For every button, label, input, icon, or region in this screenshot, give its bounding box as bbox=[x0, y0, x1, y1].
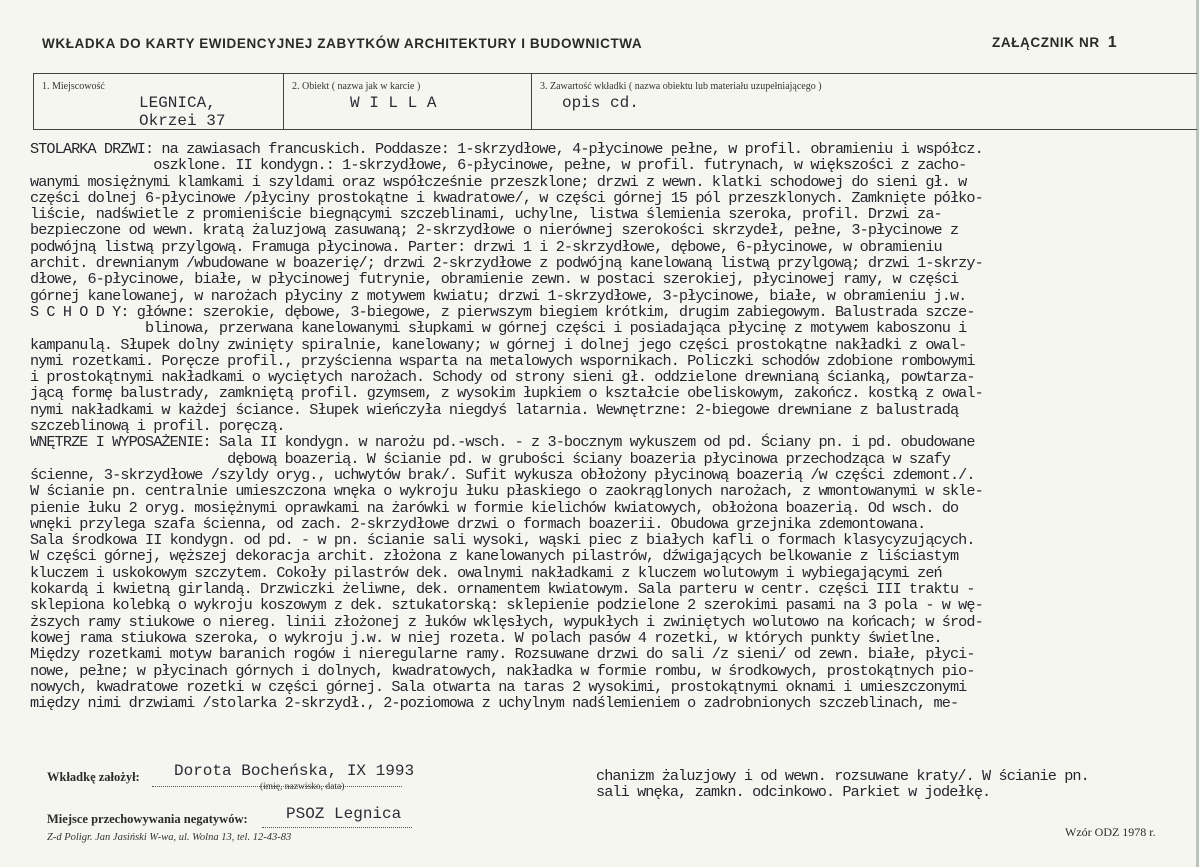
negatives-value: PSOZ Legnica bbox=[286, 805, 402, 823]
body-line: Sala środkowa II kondygn. od pd. - w pn. ścianie sali wysoki, wąski piec z białych kafli o formach klasycyzujących. bbox=[30, 531, 975, 550]
content-value: opis cd. bbox=[562, 94, 639, 112]
description-text bbox=[30, 141, 1196, 711]
author-hint: (imię, nazwisko, data) bbox=[260, 782, 345, 792]
body-line: sklepiona kolebką o wykroju koszowym z dek. sztukatorską: sklepienie podzielone 2 szerokimi pasami na 3 pola - w wę- bbox=[30, 596, 983, 615]
body-line: STOLARKA DRZWI: na zawiasach francuskich. Poddasze: 1-skrzydłowe, 4-płycinowe pełne, w profil. obramieniu i współcz. bbox=[30, 141, 983, 158]
body-line: S C H O D Y: główne: szerokie, dębowe, 3-biegowe, z pierwszym biegiem krótkim, drugim zabiegowym. Balustrada szcze- bbox=[30, 302, 975, 321]
body-line: kowej rama stiukowa szeroka, o wykroju j.w. w niej rozeta. W polach pasów 4 rozetki, w których punkty świetlne. bbox=[30, 628, 942, 647]
printer-imprint: Z-d Poligr. Jan Jasiński W-wa, ul. Wolna 13, tel. 12-43-83 bbox=[47, 832, 292, 843]
body-line: liście, nadświetle z promieniście biegnącymi szczeblinami, uchylne, listwa ślemienia szeroka, profil. Drzwi za- bbox=[30, 205, 942, 224]
body-line: nowe, pełne; w płycinach górnych i dolnych, kwadratowych, nakładka w formie rombu, w środkowych, prostokątnych pio- bbox=[30, 661, 975, 680]
content-cell bbox=[531, 74, 1198, 129]
annex-number: 1 bbox=[1107, 34, 1118, 51]
body-line: W ścianie pn. centralnie umieszczona wnęka o wykroju łuku płaskiego o zaokrąglonych narożach, z wmontowanymi w skle- bbox=[30, 482, 983, 501]
body-line: kampanulą. Słupek dolny zwinięty spiralnie, kanelowany; w górnej i dolnej jego części prostokątne nakładki z owal- bbox=[30, 335, 967, 354]
card-title: WKŁADKA DO KARTY EWIDENCYJNEJ ZABYTKÓW ARCHITEKTURY I BUDOWNICTWA bbox=[42, 36, 643, 51]
body-line: między nimi drzwiami /stolarka 2-skrzydł., 2-poziomowa z uchylnym nadślemieniem o zadrobnionych szczeblinach, me- bbox=[30, 694, 959, 712]
body-line: dłowe, 6-płycinowe, białe, w płycinowej futrynie, obramienie zewn. w postaci szerokiej, płycinowej ramy, w części bbox=[30, 270, 959, 289]
body-line: nymi rozetkami. Poręcze profil., przyścienna wsparta na metalowych wspornikach. Policzki schodów zdobione rombowymi bbox=[30, 351, 975, 370]
body-line: wnęki przylega szafa ścienna, od zach. 2-skrzydłowe drzwi o formach boazerii. Obudowa grzejnika zdemontowana. bbox=[30, 514, 926, 533]
body-line: dębową boazerią. W ścianie pd. w grubości ściany boazeria płycinowa przechodząca w szafy bbox=[30, 449, 950, 468]
object-value: W I L L A bbox=[350, 94, 437, 112]
body-line: oszklone. II kondygn.: 1-skrzydłowe, 6-płycinowe, pełne, w profil. futrynach, w większości z zacho- bbox=[30, 156, 967, 175]
annex-label bbox=[992, 34, 1117, 52]
body-line: nowych, kwadratowe rozetki w części górnej. Sala otwarta na taras 2 wysokimi, prostokątnymi oknami i umieszczonymi bbox=[30, 677, 967, 696]
body-line: WNĘTRZE I WYPOSAŻENIE: Sala II kondygn. w narożu pd.-wsch. - z 3-bocznym wykuszem od pd. Ściany pn. i pd. obudowane bbox=[30, 433, 975, 452]
body-line: jącą formę balustrady, zamkniętą profil. gzymsem, z wysokim łupkiem o kształcie obeliskowym, zakończ. kostką z owal- bbox=[30, 384, 983, 403]
annex-label-text: ZAŁĄCZNIK NR bbox=[992, 35, 1100, 50]
body-line: i prostokątnymi nakładkami o wyciętych narożach. Schody od strony sieni gł. oddzielone drewnianą ścianką, powtarza- bbox=[30, 368, 975, 387]
body-line: pienie łuku 2 oryg. mosiężnymi oprawkami na żarówki w formie kielichów kwiatowych, obłożona boazerią. Od wsch. do bbox=[30, 498, 959, 517]
body-line: archit. drewnianym /wbudowane w boazerię/; drzwi 2-skrzydłowe z podwójną kanelowaną listwą przylgową; drzwi 1-skrzy- bbox=[30, 254, 983, 273]
negatives-dotted-line bbox=[262, 827, 412, 828]
body-line: wanymi mosiężnymi klamkami i szyldami oraz współcześnie przeszklone; drzwi z wewn. klatki schodowej do sieni gł. w bbox=[30, 172, 967, 191]
body-line: ższych ramy stiukowe o niereg. linii złożonej z łuków wklęsłych, wypukłych i zwiniętych wolutowo na końcach; w środ- bbox=[30, 612, 983, 631]
body-line: W części górnej, węższej dekoracja archit. złożona z kanelowanych pilastrów, dźwigających belkowanie z liściastym bbox=[30, 547, 959, 566]
locality-cell bbox=[34, 74, 283, 129]
body-line: górnej kanelowanej, w narożach płyciny z motywem kwiatu; drzwi 1-skrzydłowe, 3-płycinowe, białe, w obramieniu j.w. bbox=[30, 286, 967, 305]
body-line: bezpieczone od wewn. kratą żaluzjową zasuwaną; 2-skrzydłowe o nierównej szerokości skrzydeł, pełne, 3-płycinowe z bbox=[30, 221, 959, 240]
body-line: kokardą i kwietną girlandą. Drzwiczki żeliwne, dek. ornamentem kwiatowym. Sala parteru w centr. części III traktu - bbox=[30, 580, 975, 599]
body-line: Między rozetkami motyw baranich rogów i nieregularne ramy. Rozsuwane drzwi do sali /z sieni/ od zewn. białe, płyci- bbox=[30, 645, 975, 664]
negatives-label: Miejsce przechowywania negatywów: bbox=[47, 812, 248, 826]
author-label: Wkładkę założył: bbox=[47, 770, 140, 784]
body-line: szczeblinową i profil. poręczą. bbox=[30, 417, 285, 436]
form-model: Wzór ODZ 1978 r. bbox=[1065, 825, 1156, 839]
footer-line: sali wnęka, zamkn. odcinkowo. Parkiet w jodełkę. bbox=[596, 783, 991, 802]
fields-row bbox=[33, 73, 1197, 130]
object-cell bbox=[283, 74, 531, 129]
body-line: podwójną listwą przylgową. Framuga płycinowa. Parter: drzwi 1 i 2-skrzydłowe, dębowe, 6-płycinowe, w obramieniu bbox=[30, 237, 942, 256]
footer-line: chanizm żaluzjowy i od wewn. rozsuwane kraty/. W ścianie pn. bbox=[596, 767, 1089, 785]
body-line: kluczem i uskokowym szczytem. Cokoły pilastrów dek. owalnymi nakładkami z kluczem wolutowym i wybiegającymi zeń bbox=[30, 563, 942, 582]
content-label: 3. Zawartość wkładki ( nazwa obiektu lub materiału uzupełniającego ) bbox=[540, 81, 822, 92]
body-line: części dolnej 6-płycinowe /płyciny prostokątne i kwadratowe/, w części górnej 15 pól przeszklonych. Zamknięte półko- bbox=[30, 188, 983, 207]
locality-label: 1. Miejscowość bbox=[42, 81, 105, 92]
locality-value: LEGNICA, Okrzei 37 bbox=[139, 94, 226, 130]
author-value: Dorota Bocheńska, IX 1993 bbox=[174, 762, 415, 780]
body-line: ścienne, 3-skrzydłowe /szyldy oryg., uchwytów brak/. Sufit wykusza obłożony płycinową boazerią /w części zdemont./. bbox=[30, 465, 975, 484]
body-line: nymi nakładkami w każdej ściance. Słupek wieńczyła niegdyś latarnia. Wewnętrzne: 2-biegowe drewniane z balustradą bbox=[30, 400, 959, 419]
body-line: blinowa, przerwana kanelowanymi słupkami w górnej części i posiadająca płycinę z motywem kaboszonu i bbox=[30, 319, 967, 338]
description-text-continued bbox=[596, 768, 1089, 801]
object-label: 2. Obiekt ( nazwa jak w karcie ) bbox=[292, 81, 421, 92]
